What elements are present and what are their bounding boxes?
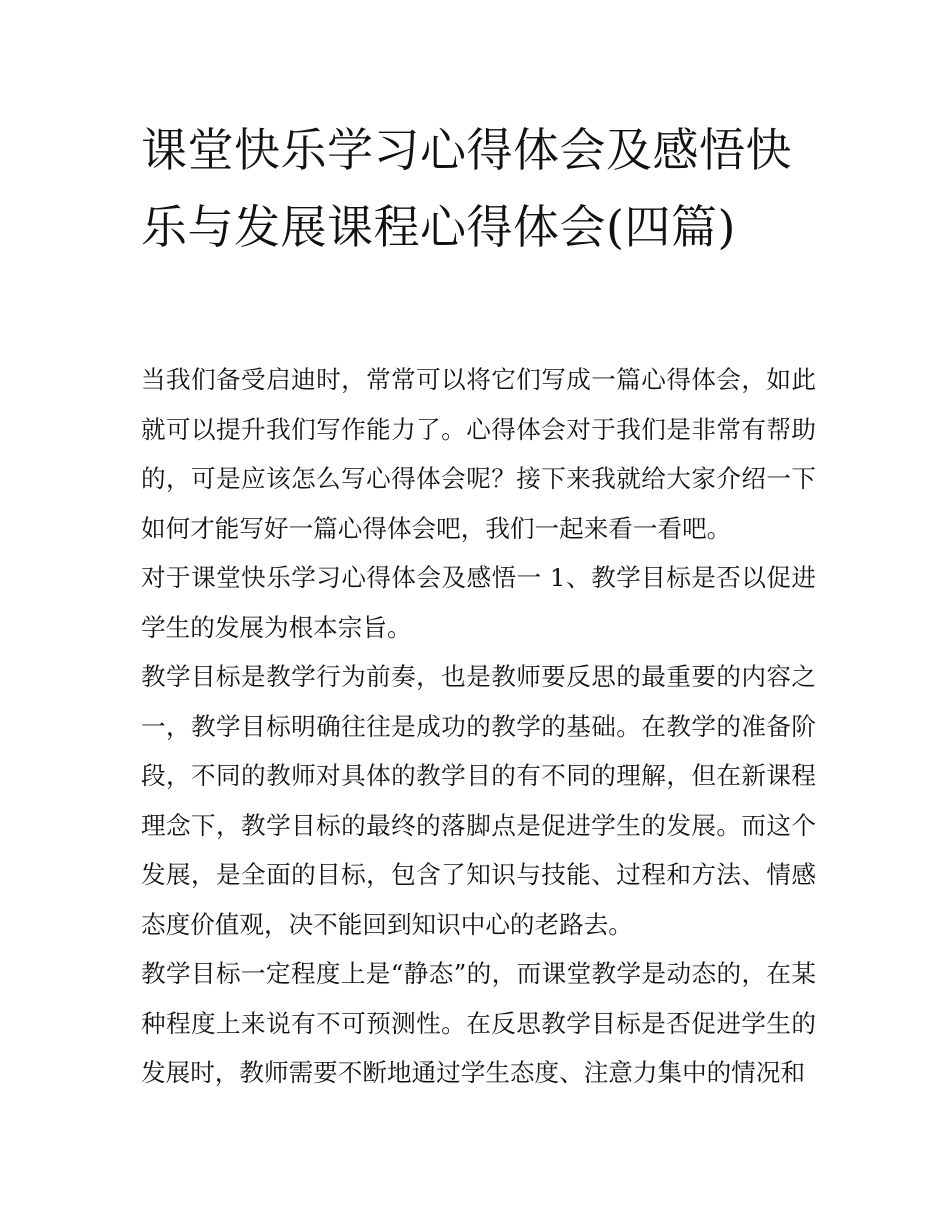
paragraph-teaching-goals: 教学目标是教学行为前奏，也是教师要反思的最重要的内容之一，教学目标明确往往是成功的教学的基础。在教学的准备阶段，不同的教师对具体的教学目的有不同的理解，但在新课程理念下，教学目标的最终的落脚点是促进学生的发展。而这个发展，是全面的目标，包含了知识与技能、过程和方法、情感态度价值观，决不能回到知识中心的老路去。 <box>141 662 816 939</box>
document-title: 课堂快乐学习心得体会及感悟快乐与发展课程心得体会(四篇) <box>141 123 792 254</box>
paragraph-intro: 当我们备受启迪时，常常可以将它们写成一篇心得体会，如此就可以提升我们写作能力了。心得体会对于我们是非常有帮助的，可是应该怎么写心得体会呢？接下来我就给大家介绍一下如何才能写好一篇心得体会吧，我们一起来看一看吧。 <box>141 365 816 543</box>
document-body <box>141 355 816 1098</box>
paragraph-section-heading: 对于课堂快乐学习心得体会及感悟一 1、教学目标是否以促进学生的发展为根本宗旨。 <box>141 563 816 642</box>
paragraph-static-goals: 教学目标一定程度上是“静态”的，而课堂教学是动态的，在某种程度上来说有不可预测性。在反思教学目标是否促进学生的发展时，教师需要不断地通过学生态度、注意力集中的情况和 <box>141 959 816 1087</box>
